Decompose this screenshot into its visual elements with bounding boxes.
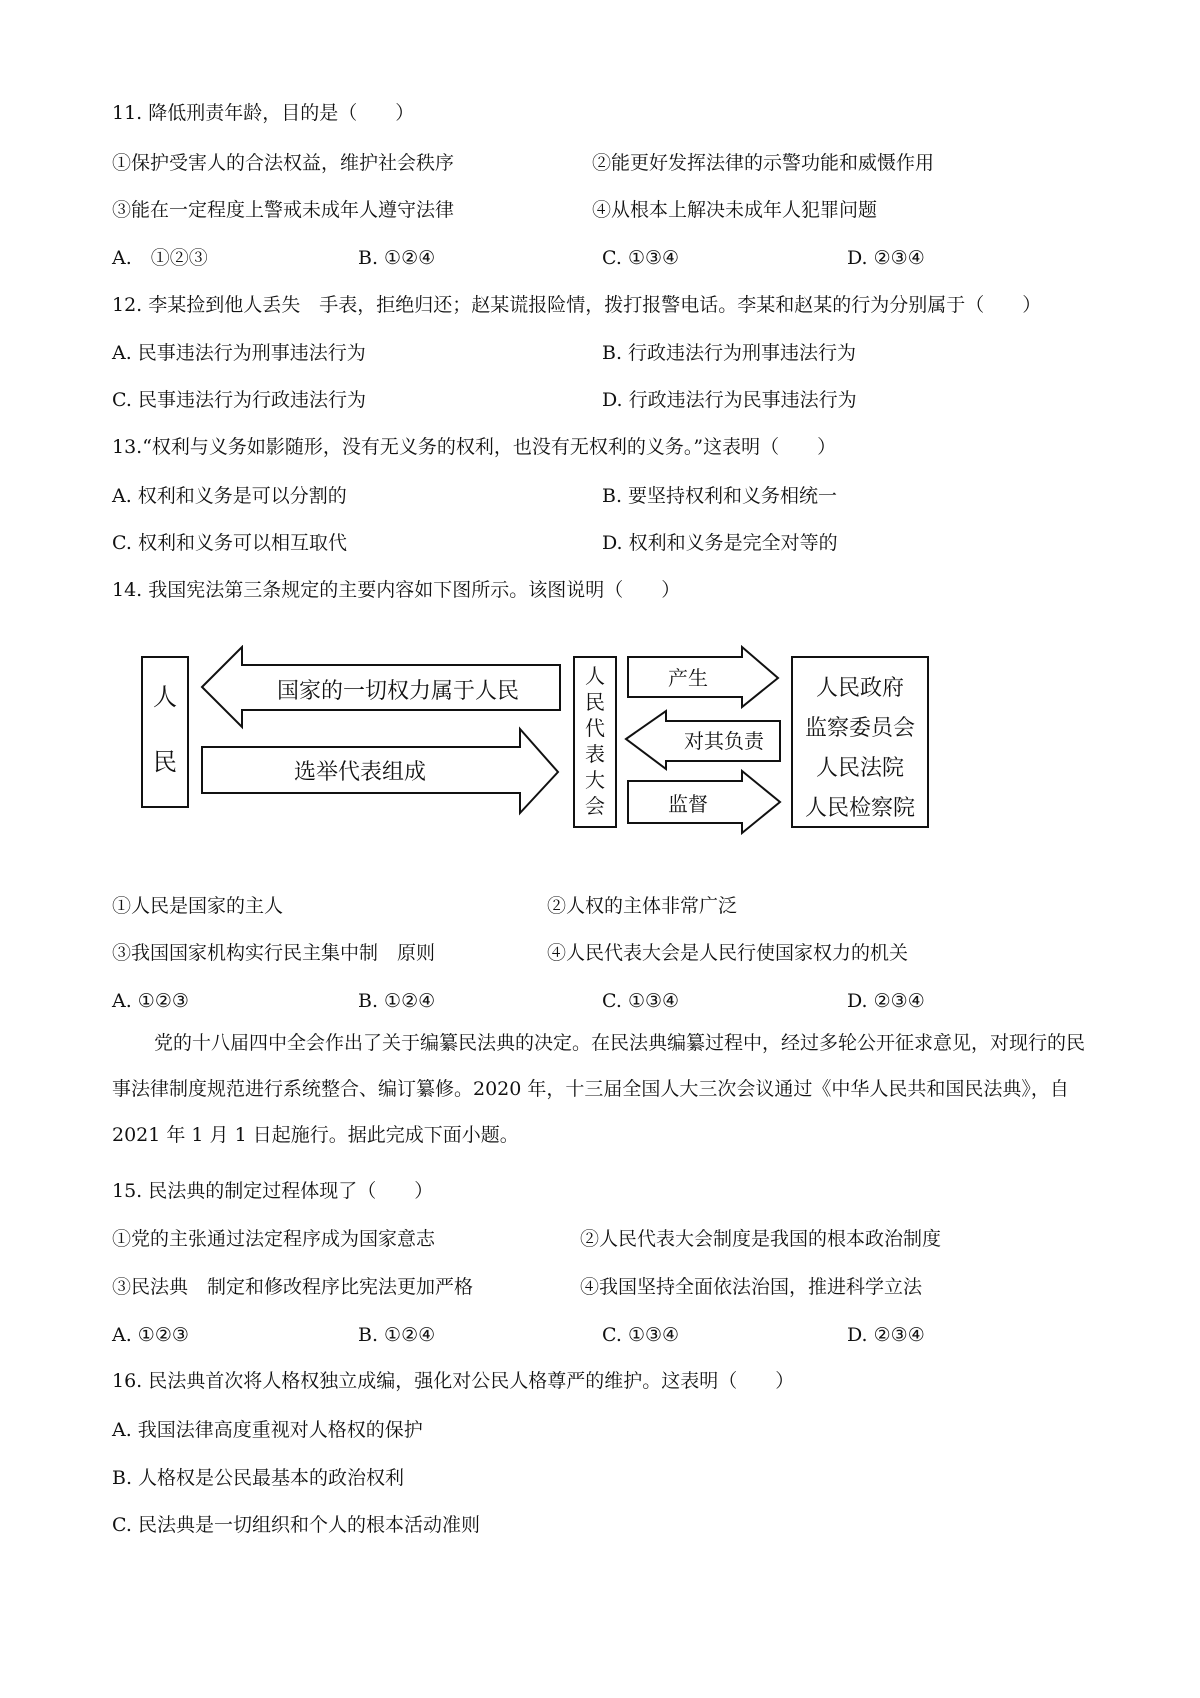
organ-court: 人民法院	[815, 756, 905, 781]
question-16-option-b: B. 人格权是公民最基本的政治权利	[112, 1467, 405, 1489]
question-11-item-3: ③能在一定程度上警戒未成年人遵守法律	[112, 199, 455, 221]
question-13-stem: 13.“权利与义务如影随形，没有无义务的权利，也没有无权利的义务。”这表明（ ）	[112, 436, 837, 458]
question-15-item-3: ③民法典 制定和修改程序比宪法更加严格	[112, 1276, 474, 1298]
organ-supervisory-commission: 监察委员会	[804, 716, 916, 741]
question-15-option-b: B. ①②④	[358, 1324, 436, 1346]
question-13-option-c: C. 权利和义务可以相互取代	[112, 532, 347, 554]
question-11-item-2: ②能更好发挥法律的示警功能和威慑作用	[592, 152, 935, 174]
question-11-option-a: A. ①②③	[112, 247, 208, 269]
question-15-stem: 15. 民法典的制定过程体现了（ ）	[112, 1180, 434, 1202]
question-14-option-b: B. ①②④	[358, 990, 436, 1012]
question-14-item-3: ③我国国家机构实行民主集中制 原则	[112, 942, 436, 964]
people-char-2: 民	[153, 748, 177, 776]
question-11-option-c: C. ①③④	[602, 247, 680, 269]
organ-procuratorate: 人民检察院	[804, 796, 916, 821]
reading-passage: 党的十八届四中全会作出了关于编纂民法典的决定。在民法典编纂过程中，经过多轮公开征求意见，对现行的民事法律制度规范进行系统整合、编订纂修。2020 年，十三届全国人大三次会议通过《中华人民共和国民法典》，自 2021 年 1 月 1 日起施行。据此完成下面小题。	[112, 1032, 1086, 1146]
question-16-stem: 16. 民法典首次将人格权独立成编，强化对公民人格尊严的维护。这表明（ ）	[112, 1370, 795, 1392]
question-15-option-c: C. ①③④	[602, 1324, 680, 1346]
question-14-stem: 14. 我国宪法第三条规定的主要内容如下图所示。该图说明（ ）	[112, 579, 681, 601]
people-box	[142, 657, 188, 807]
congress-char-4: 表	[585, 742, 605, 766]
congress-char-2: 民	[585, 690, 605, 714]
question-12-option-b: B. 行政违法行为刑事违法行为	[602, 342, 857, 364]
question-16-option-c: C. 民法典是一切组织和个人的根本活动准则	[112, 1514, 480, 1536]
question-11-item-4: ④从根本上解决未成年人犯罪问题	[592, 199, 878, 221]
question-12-option-d: D. 行政违法行为民事违法行为	[602, 389, 857, 411]
congress-char-5: 大	[585, 768, 605, 792]
question-15-item-1: ①党的主张通过法定程序成为国家意志	[112, 1228, 436, 1250]
question-12-option-c: C. 民事违法行为行政违法行为	[112, 389, 366, 411]
question-15-option-a: A. ①②③	[112, 1324, 189, 1346]
question-14-item-4: ④人民代表大会是人民行使国家权力的机关	[547, 942, 909, 964]
question-15-item-4: ④我国坚持全面依法治国，推进科学立法	[580, 1276, 923, 1298]
question-11-option-b: B. ①②④	[358, 247, 436, 269]
question-11-stem: 11. 降低刑责年龄，目的是（ ）	[112, 102, 415, 124]
arrow-elect-representatives-label: 选举代表组成	[293, 760, 427, 785]
congress-char-6: 会	[585, 794, 605, 818]
question-12-option-a: A. 民事违法行为刑事违法行为	[112, 342, 366, 364]
question-15-item-2: ②人民代表大会制度是我国的根本政治制度	[580, 1228, 942, 1250]
arrow-supervise-label: 监督	[668, 792, 708, 816]
arrow-produce-label: 产生	[668, 666, 708, 690]
congress-char-1: 人	[585, 664, 605, 688]
question-16-option-a: A. 我国法律高度重视对人格权的保护	[112, 1419, 423, 1441]
question-14-option-d: D. ②③④	[847, 990, 925, 1012]
question-13-option-b: B. 要坚持权利和义务相统一	[602, 485, 838, 507]
question-13-option-d: D. 权利和义务是完全对等的	[602, 532, 838, 554]
organ-government: 人民政府	[815, 676, 905, 701]
question-15-option-d: D. ②③④	[847, 1324, 925, 1346]
question-13-option-a: A. 权利和义务是可以分割的	[112, 485, 347, 507]
question-14-item-2: ②人权的主体非常广泛	[547, 895, 738, 917]
question-14-item-1: ①人民是国家的主人	[112, 895, 284, 917]
question-14-option-c: C. ①③④	[602, 990, 680, 1012]
people-char-1: 人	[153, 683, 177, 711]
question-14-option-a: A. ①②③	[112, 990, 189, 1012]
arrow-responsible-label: 对其负责	[684, 729, 764, 753]
question-11-item-1: ①保护受害人的合法权益，维护社会秩序	[112, 152, 455, 174]
arrow-power-belongs-to-people-label: 国家的一切权力属于人民	[276, 679, 520, 704]
question-11-option-d: D. ②③④	[847, 247, 925, 269]
question-12-stem: 12. 李某捡到他人丢失 手表，拒绝归还；赵某谎报险情，拨打报警电话。李某和赵某的行为分别属于（ ）	[112, 294, 1042, 316]
constitution-article-3-diagram	[140, 645, 960, 835]
congress-char-3: 代	[585, 716, 605, 740]
